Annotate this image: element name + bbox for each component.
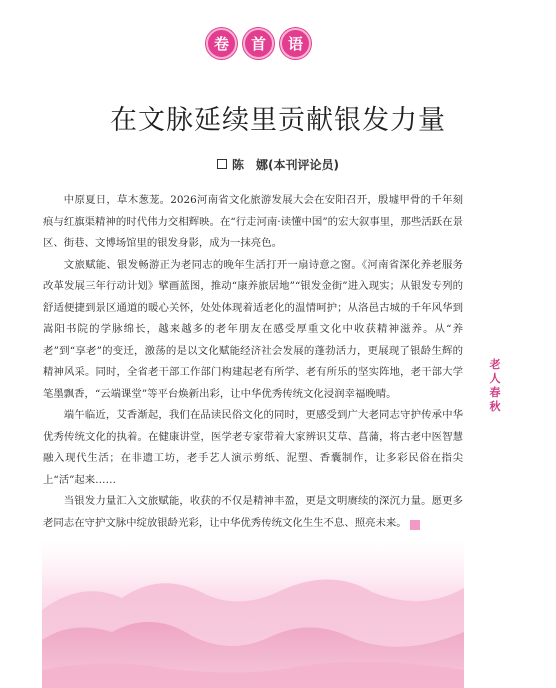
section-badge-char-2: 首 [243,28,274,59]
paragraph-3: 端午临近，艾香渐起，我们在品读民俗文化的同时，更感受到广大老同志守护传承中华优秀传统文化的执着。在健康讲堂，医学老专家带着大家辨识艾草、菖蒲，将古老中医智慧融入现代生活；在非遗工坊，老手艺人演示剪纸、泥塑、香囊制作，让多彩民俗在指尖上“活”起来…… [43,409,463,486]
side-tag-char-3: 春 [489,386,501,399]
background-mountain-illustration [42,540,464,688]
side-tag-char-1: 老 [489,358,501,371]
end-mark-star-icon: ★ [410,520,420,530]
side-column-tag [488,358,502,414]
author-role: (本刊评论员) [268,158,339,172]
author-name: 陈 娜 [232,158,269,172]
author-box-marker-icon [217,159,227,169]
article-title: 在文脉延续里贡献银发力量 [110,105,446,136]
side-tag-char-2: 人 [489,372,501,385]
author-byline [0,156,556,173]
paragraph-1: 中原夏日，草木葱茏。2026河南省文化旅游发展大会在安阳召开，殷墟甲骨的千年刻痕与红旗渠精神的时代伟力交相辉映。在“行走河南·读懂中国”的宏大叙事里，那些活跃在景区、街巷、文博场馆里的银发身影，成为一抹亮色。 [43,194,463,249]
side-tag-char-4: 秋 [489,400,501,413]
paragraph-2: 文旅赋能、银发畅游正为老同志的晚年生活打开一扇诗意之窗。《河南省深化养老服务改革发展三年行动计划》擘画蓝图，推动“康养旅居地”“银发金街”进入现实；从银发专列的舒适便捷到景区通道的暖心关怀，处处体现着适老化的温情呵护；从洛邑古城的千年风华到嵩阳书院的学脉绵长，越来越多的老年朋友在感受厚重文化中收获精神滋养。从“养老”到“享老”的变迁，激荡的是以文化赋能经济社会发展的蓬勃活力，更展现了银龄生辉的精神风采。同时，全省老干部工作部门构建起老有所学、老有所乐的坚实阵地，老干部大学笔墨飘香，“云端课堂”等平台焕新出彩，让中华优秀传统文化浸润幸福晚晴。 [43,258,463,400]
paragraph-4 [43,491,463,534]
section-badge-char-1: 卷 [206,28,237,59]
section-badge [206,28,311,59]
paragraph-4-text: 当银发力量汇入文旅赋能，收获的不仅是精神丰盈，更是文明赓续的深沉力量。愿更多老同志在守护文脉中绽放银龄光彩，让中华优秀传统文化生生不息、照亮未来。 [43,495,463,529]
section-badge-char-3: 语 [280,28,311,59]
article-body [43,190,463,534]
